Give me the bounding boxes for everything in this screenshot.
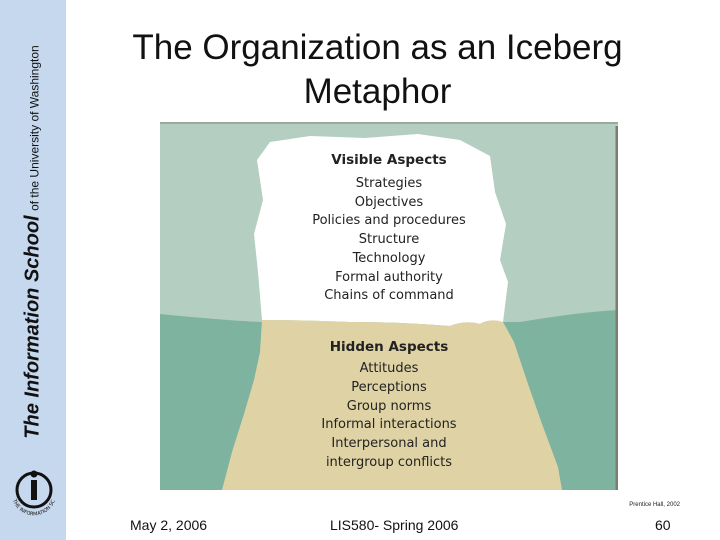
hidden-item-intergroup-conflicts: intergroup conflicts	[325, 455, 453, 470]
visible-item-strategies: Strategies	[355, 176, 423, 191]
visible-item-formal-authority: Formal authority	[335, 270, 443, 285]
slide-title-line-1: The Organization as an Iceberg	[132, 28, 623, 67]
footer-page-number: 60	[655, 517, 671, 533]
iceberg-diagram	[160, 122, 618, 490]
hidden-aspects-heading: Hidden Aspects	[329, 339, 449, 355]
school-name-main: The Information School	[21, 215, 44, 439]
hidden-item-informal-interactions: Informal interactions	[321, 417, 457, 432]
slide-title	[80, 26, 675, 114]
visible-item-objectives: Objectives	[354, 195, 424, 210]
hidden-item-attitudes: Attitudes	[359, 361, 419, 376]
visible-item-chains-of-command: Chains of command	[324, 288, 454, 303]
ischool-logo-icon	[5, 460, 63, 522]
footer-date: May 2, 2006	[130, 517, 208, 533]
hidden-item-perceptions: Perceptions	[351, 380, 427, 395]
logo-caption: THE INFORMATION SC	[11, 498, 57, 518]
source-credit: Prentice Hall, 2002	[629, 502, 680, 508]
visible-item-policies: Policies and procedures	[312, 213, 466, 228]
footer-course: LIS580- Spring 2006	[330, 517, 459, 533]
hidden-item-group-norms: Group norms	[346, 399, 432, 414]
sidebar-banner	[0, 0, 66, 540]
school-name-sub: of the University of Washington	[27, 45, 42, 211]
svg-text:THE INFORMATION SCHOOL	[5, 460, 57, 518]
slide-title-line-2: Metaphor	[303, 72, 452, 111]
hidden-item-interpersonal: Interpersonal and	[331, 436, 447, 451]
school-name	[22, 45, 45, 438]
visible-item-structure: Structure	[358, 232, 420, 247]
visible-aspects-heading: Visible Aspects	[331, 152, 447, 168]
visible-item-technology: Technology	[352, 251, 426, 266]
